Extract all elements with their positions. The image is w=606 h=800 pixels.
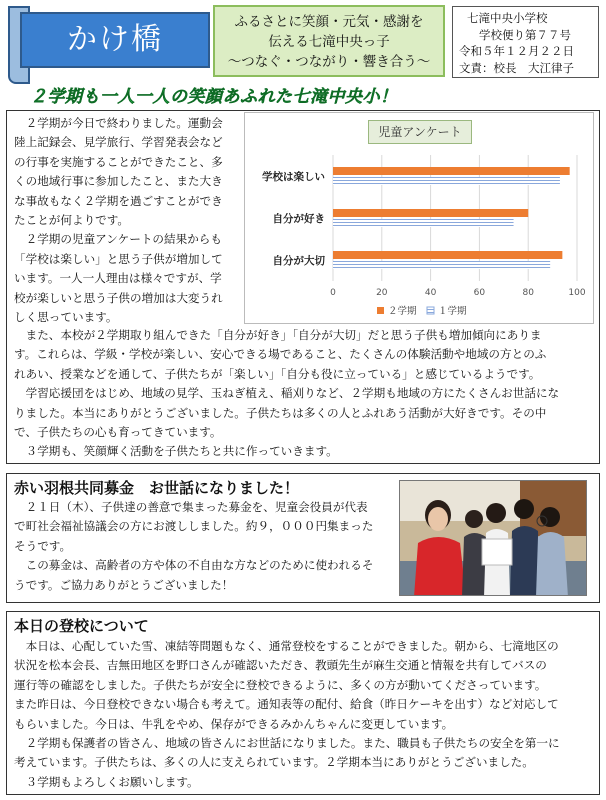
survey-bar-chart (245, 113, 595, 325)
x-tick-label: 100 (568, 288, 586, 298)
legend-swatch (427, 307, 434, 314)
text-line: ２学期も保護者の皆さん、地域の皆さんにお世話になりました。また、職員も子供たちの安全を第一に (14, 736, 560, 751)
donation-text (14, 498, 400, 595)
bar-term2 (333, 209, 528, 217)
x-tick-label: 40 (424, 288, 437, 298)
legend-swatch (377, 307, 384, 314)
main-headline: ２学期も一人一人の笑顔あふれた七滝中央小！ (30, 87, 398, 107)
attendance-title: 本日の登校について (14, 617, 149, 635)
motto-line-2: 伝える七滝中央っ子 (268, 34, 390, 50)
donation-photo-illustration (400, 481, 587, 596)
school-motto-box (213, 5, 445, 77)
x-tick-label: 20 (376, 288, 388, 298)
text-line: そうです。 (14, 538, 72, 553)
donation-photo (399, 480, 587, 596)
text-line: れあい、授業などを通して、子供たちが「楽しい」「自分も役に立っている」と感じているようです。 (14, 366, 541, 381)
text-line: ２学期が今日で終わりました。運動会 (14, 116, 223, 130)
bar-term1 (333, 261, 550, 269)
text-line: ２学期の児童アンケートの結果からも (14, 232, 222, 247)
term-summary-continued (14, 326, 596, 462)
x-tick-label: 80 (522, 288, 534, 298)
bar-term1 (333, 177, 560, 185)
donation-title: 赤い羽根共同募金 お世話になりました！ (14, 479, 300, 497)
attendance-text (14, 637, 596, 792)
text-line: の行事を実施することができたこと、多 (14, 154, 223, 169)
text-line: たことが何よりです。 (14, 213, 130, 228)
text-line: ２１日（木）、子供達の善意で集まった募金を、児童会役員が代表 (14, 500, 368, 514)
issue-number: 学校便り第７７号 (479, 27, 571, 42)
text-line: 考えています。子供たちは、多くの人に支えられています。２学期本当にありがとうございました。 (14, 755, 534, 770)
legend-label: ２学期 (388, 306, 417, 317)
text-line: 「学校は楽しい」と思う子供が増加して (14, 251, 223, 266)
text-line: また昨日は、今日登校できない場合も考えて。通知表等の配付、給食（昨日ケーキを出す）など対応して (14, 697, 559, 712)
bar-term2 (333, 167, 570, 175)
category-label: 学校は楽しい (262, 171, 325, 183)
text-line: す。これらは、学級・学校が楽しい、安心できる場であること、たくさんの体験活動や地域の方とのふ (14, 347, 547, 362)
issue-date: 令和５年１２月２２日 (459, 44, 574, 58)
text-line: しく思っています。 (14, 310, 118, 325)
x-tick-label: 60 (473, 288, 486, 298)
issue-info-box (452, 6, 599, 78)
text-line: うです。ご協力ありがとうございました！ (14, 577, 234, 592)
text-line: で、子供たちの心も育ってきています。 (14, 425, 222, 440)
text-line: りました。本当にありがとうございました。子供たちは多くの人とふれあう活動が大好きです。その中 (14, 405, 547, 420)
category-label: 自分が大切 (272, 255, 325, 267)
motto-line-3: 〜つなぐ・つながり・響き合う〜 (227, 54, 431, 70)
x-tick-label: 0 (330, 288, 336, 298)
bar-term2 (333, 251, 562, 259)
text-line: 陸上記録会、見学旅行、学習発表会など (14, 135, 223, 150)
newsletter-banner (8, 6, 208, 84)
text-line: もらいました。今日は、牛乳をやめ、保存ができるみかんちゃんに変更しています。 (14, 716, 454, 731)
chart-title: 児童アンケート (368, 120, 472, 144)
motto-line-1: ふるさとに笑顔・元気・感謝を (234, 14, 424, 30)
text-line: また、本校が２学期取り組んできた「自分が好き」「自分が大切」だと思う子供も増加傾向にありま (14, 328, 542, 342)
author-line: 文責：校長 大江律子 (459, 60, 574, 75)
legend-label: １学期 (438, 306, 467, 317)
text-line: この募金は、高齢者の方や体の不自由な方などのために使われるそ (14, 558, 374, 573)
newsletter-title: かけ橋 (20, 12, 210, 68)
school-name: 七滝中央小学校 (467, 11, 548, 25)
text-line: 学習応援団をはじめ、地域の見学、玉ねぎ植え、稲刈りなど、２学期も地域の方にたくさんお世話にな (14, 386, 560, 401)
text-line: います。一人一人理由は様々ですが、学 (14, 271, 222, 286)
text-line: 運行等の確認をしました。子供たちが安全に登校できるように、多くの方が動いてくださっています。 (14, 677, 547, 692)
text-line: 本日は、心配していた雪、凍結等問題もなく、通常登校をすることができました。朝から、七滝地区の (14, 639, 559, 653)
text-line: くの地域行事に参加したこと、また大き (14, 174, 223, 189)
term-summary-intro (14, 114, 240, 327)
text-line: 校が楽しいと思う子供の増加は大変うれ (14, 290, 223, 305)
text-line: ３学期も、笑顔輝く活動を子供たちと共に作っていきます。 (14, 444, 338, 459)
text-line: で町社会福祉協議会の方にお渡ししました。約９，０００円集まった (14, 519, 374, 534)
category-label: 自分が好き (272, 213, 325, 225)
text-line: な事故もなく２学期を過ごすことができ (14, 193, 223, 208)
bar-term1 (333, 219, 514, 227)
text-line: ３学期もよろしくお願いします。 (14, 774, 199, 789)
text-line: 状況を松本会長、吉無田地区を野口さんが確認いただき、教頭先生が麻生交通と情報を共有してバスの (14, 658, 547, 673)
